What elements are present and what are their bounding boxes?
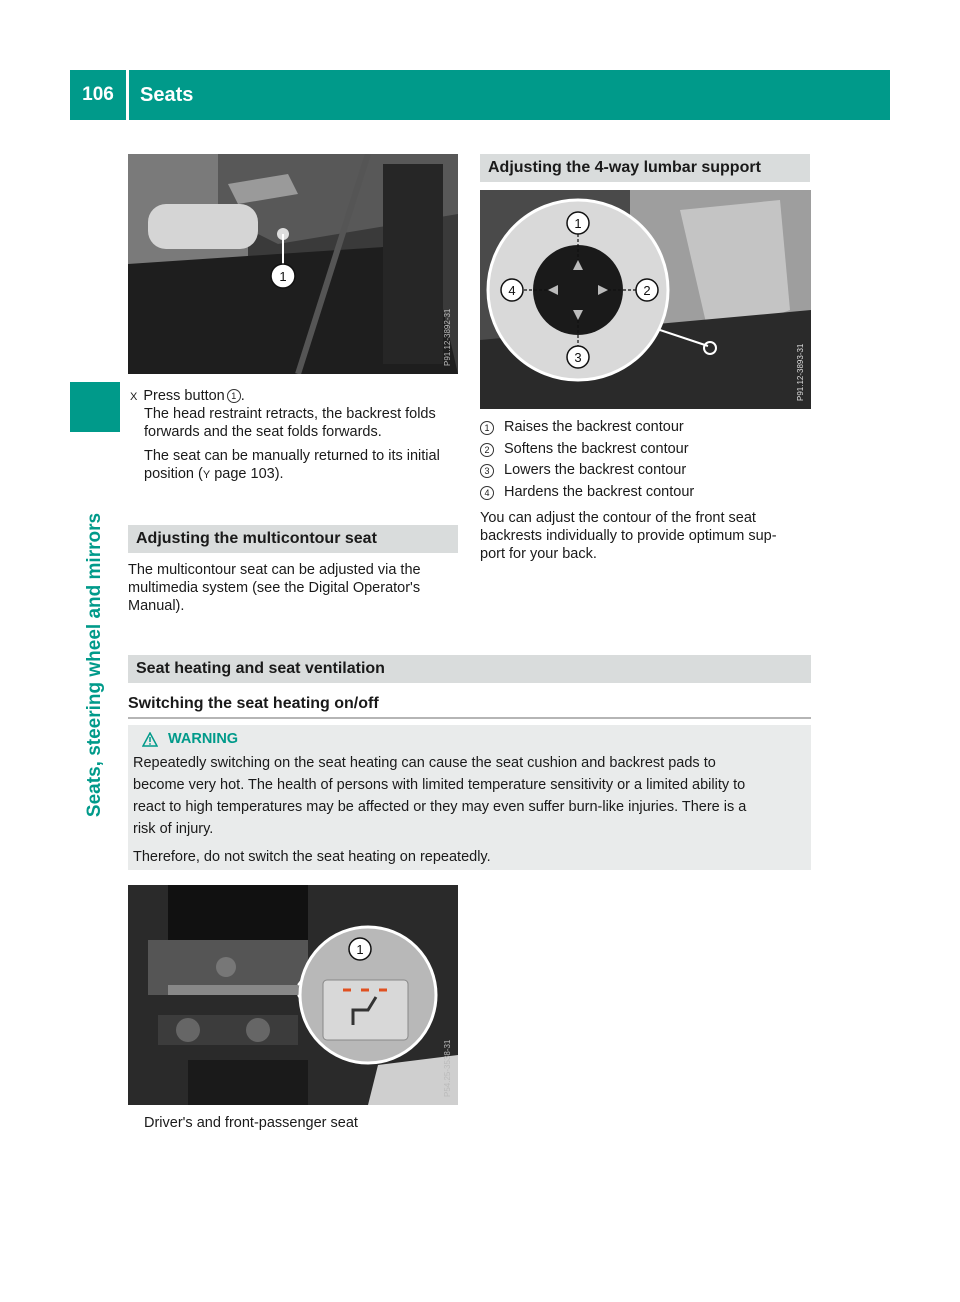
warning-text: Repeatedly switching on the seat heating can cause the seat cushion and backrest pads to become very hot. The health of persons with limited temperature sensitivity or a limited ability to react to high temperatures may be affected or they may even suffer burn-like injuries. There is a risk of injury.	[133, 755, 747, 837]
step-instruction: X Press button 1 .	[130, 388, 245, 404]
svg-text:P91.12-3893-31: P91.12-3893-31	[796, 343, 805, 401]
callout-1: 1	[356, 942, 364, 957]
warning-box	[128, 725, 811, 870]
lumbar-paragraph: You can adjust the contour of the front seat backrests individually to provide optimum sup- port for your back.	[480, 510, 777, 562]
seat-heating-heading: Seat heating and seat ventilation	[128, 655, 811, 683]
header-divider	[126, 70, 129, 120]
multicontour-text: The multicontour seat can be adjusted via the multimedia system (see the Digital Operator's Manual).	[128, 562, 421, 614]
warning-header	[142, 731, 238, 747]
svg-text:P91.12-3892-31: P91.12-3892-31	[443, 308, 452, 366]
callout-3: 3	[574, 350, 582, 365]
seat-heating-photo	[128, 885, 458, 1105]
callout-2: 2	[643, 283, 651, 298]
rear-seat-photo	[128, 154, 458, 374]
callout-marker-1: 1	[227, 389, 241, 403]
page-title: Seats	[140, 84, 194, 106]
step-result: The head restraint retracts, the backrest folds forwards and the seat folds forwards.	[144, 406, 436, 440]
legend-item: 1 Raises the backrest contour	[480, 418, 811, 436]
sidebar-tab	[70, 382, 120, 432]
callout-1: 1	[279, 269, 287, 284]
callout-1: 1	[574, 216, 582, 231]
warning-advice: Therefore, do not switch the seat heating on repeatedly.	[133, 849, 491, 865]
callout-4: 4	[508, 283, 516, 298]
sidebar-chapter	[70, 445, 120, 885]
page-number: 106	[82, 84, 114, 105]
step-arrow-icon: X	[130, 391, 138, 403]
warning-icon	[142, 732, 158, 747]
lumbar-legend	[480, 418, 811, 504]
svg-text:P54.25-3538-31: P54.25-3538-31	[443, 1039, 452, 1097]
warning-title: WARNING	[168, 731, 239, 747]
legend-item: 3 Lowers the backrest contour	[480, 461, 811, 479]
seat-heating-subheading: Switching the seat heating on/off	[128, 695, 379, 712]
legend-item: 4 Hardens the backrest contour	[480, 483, 811, 501]
legend-item: 2 Softens the backrest contour	[480, 440, 811, 458]
reference-note: The seat can be manually returned to its initial position (Y page 103).	[144, 448, 440, 482]
sidebar-chapter-label: Seats, steering wheel and mirrors	[84, 512, 105, 818]
subheading-rule	[128, 717, 811, 719]
image-caption: Driver's and front-passenger seat	[144, 1115, 358, 1131]
page-ref-icon: Y	[202, 469, 211, 481]
lumbar-photo	[480, 190, 811, 409]
multicontour-heading: Adjusting the multicontour seat	[128, 525, 458, 553]
lumbar-heading: Adjusting the 4-way lumbar support	[480, 154, 810, 182]
